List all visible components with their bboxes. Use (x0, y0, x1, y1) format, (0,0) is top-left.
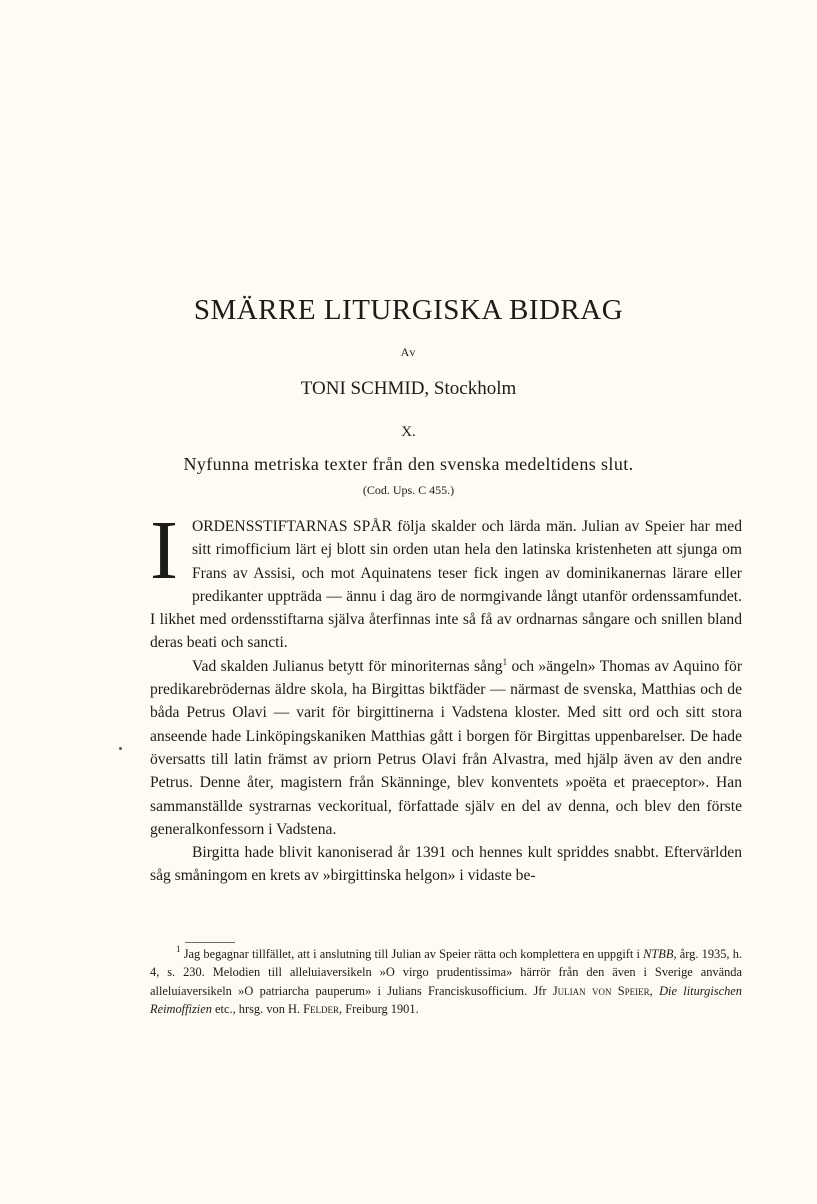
footnote-text-a: Jag begagnar tillfället, att i anslutning till Julian av Speier rätta och komplettera en uppgift i (180, 947, 644, 961)
paragraph-1 (150, 504, 742, 655)
paragraph-2-text-b: och »ängeln» Thomas av Aquino för predikarebrödernas äldre skola, ha Birgittas biktfäder — närmast de svenska, Matthias och de båda Petrus Olavi — varit för birgittinerna i Vadstena kloster. Med sitt ord och sitt stora anseende hade Linköpingskaniken Matthias gått i borgen för Birgittas uppenbarelser. De hade översatts till latin främst av priorn Petrus Olavi från Alvastra, med hjälp även av den andre Petrus. Denne åter, magistern från Skänninge, blev konventets »poëta et praeceptor». Han sammanställde systrarnas veckoritual, författade själv en del av denna, och blev den förste generalkonfessorn i Vadstena. (150, 657, 743, 838)
byline: Av (400, 345, 417, 359)
section-subtitle: Nyfunna metriska texter från den svenska medeltidens slut. (183, 454, 634, 474)
footnote-divider (185, 942, 235, 943)
paragraph-2 (150, 655, 742, 841)
paragraph-2-text-a: Vad skalden Julianus betytt för minoriternas sång (192, 657, 503, 675)
paragraph-3-text: Birgitta hade blivit kanoniserad år 1391 och hennes kult spriddes snabbt. Eftervärlden såg småningom en krets av »birgittinska helgon» i vidaste be- (150, 844, 742, 885)
cited-author-1: Julian von Speier (552, 983, 650, 998)
footnote-reference[interactable]: 1 (502, 656, 508, 667)
footnote-number: 1 (176, 944, 181, 954)
cited-author-2: Felder (303, 1001, 340, 1016)
margin-mark (119, 747, 122, 750)
footnote-text-d: , Freiburg 1901. (339, 1001, 419, 1016)
source-reference: (Cod. Ups. C 455.) (362, 483, 455, 497)
footnote-separator: , (649, 983, 660, 998)
footnotes (150, 945, 742, 1018)
paragraph-1-text: ORDENSSTIFTARNAS SPÅR följa skalder och lärda män. Julian av Speier har med sitt rimofficium lärt ej blott sin orden utan hela den latinska kristenheten att sjunga om Frans av Assisi, och mot Aquinatens teser fick ingen av dominikanernas lärare eller predikanter uppträda — ännu i dag äro de normgivande långt utanför ordenssamfundet. I likhet med ordensstiftarna själva återfinnas inte så få av ordnarnas sångare och snillen bland deras beati och sancti. (150, 518, 742, 652)
paragraph-3 (150, 841, 742, 888)
footnote-1 (150, 945, 742, 1018)
section-number: X. (401, 424, 416, 440)
journal-name: NTBB (643, 947, 674, 961)
footnote-text-c: etc., hrsg. von H. (211, 1001, 304, 1016)
footnote-text-b: , årg. 1935, h. 4, s. 230. Melodien till alleluiaversikeln »O virgo prudentissima» härrör från den även i Sverige använda alleluiaversikeln »O patriarcha pauperum» i Julians Franciskusofficium. Jfr (150, 947, 742, 998)
article-body (150, 504, 743, 888)
drop-cap: I (150, 504, 178, 597)
article-title: SMÄRRE LITURGISKA BIDRAG (193, 294, 624, 326)
author-name: TONI SCHMID, Stockholm (300, 378, 517, 399)
cited-book-title: Die liturgischen Reimoffizien (150, 983, 742, 1016)
